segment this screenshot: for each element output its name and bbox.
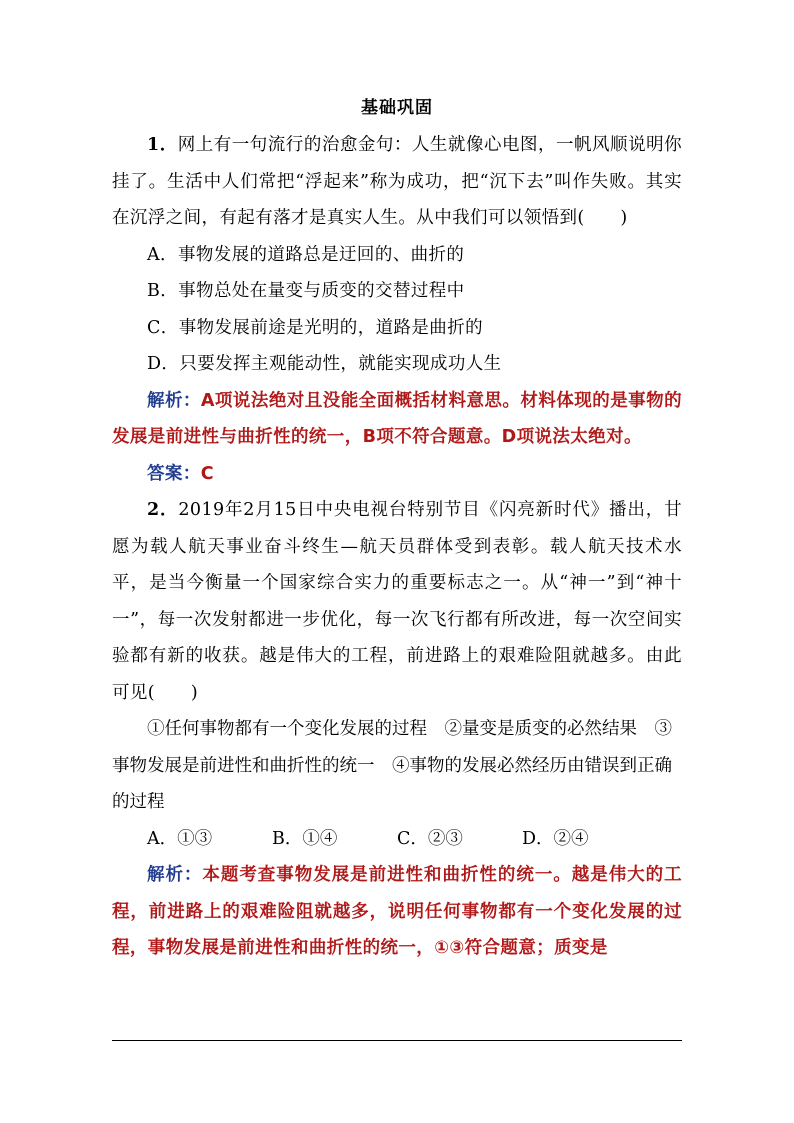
question-1-option-c: C．事物发展前途是光明的，道路是曲折的	[147, 317, 483, 338]
question-2-number: 2．	[147, 500, 179, 520]
question-1-number: 1．	[147, 135, 178, 155]
question-2-analysis-text: 本题考查事物发展是前进性和曲折性的统一。越是伟大的工程，前进路上的艰难险阻就越多，说明任何事物都有一个变化发展的过程，事物发展是前进性和曲折性的统一，①③符合题意；质变是	[112, 865, 682, 958]
question-1-analysis-text: A项说法绝对且没能全面概括材料意思。材料体现的是事物的发展是前进性与曲折性的统一，B项不符合题意。D项说法太绝对。	[112, 390, 682, 447]
question-1-text: 网上有一句流行的治愈金句：人生就像心电图，一帆风顺说明你挂了。生活中人们常把“浮起来”称为成功，把“沉下去”叫作失败。其实在沉浮之间，有起有落才是真实人生。从中我们可以领悟到( )	[112, 135, 683, 228]
question-2-analysis-label: 解析：	[147, 865, 203, 885]
question-2-choice-a: A．①③	[147, 828, 213, 849]
question-1-option-b: B．事物总处在量变与质变的交替过程中	[147, 281, 465, 301]
question-2-choice-d: D．②④	[522, 828, 589, 849]
footer-rule	[112, 1040, 682, 1041]
question-2-choices	[112, 821, 682, 858]
question-1-option-d: D．只要发挥主观能动性，就能实现成功人生	[147, 354, 502, 374]
question-1-stem	[112, 127, 682, 237]
question-2-analysis	[112, 857, 682, 967]
question-1-analysis	[112, 383, 682, 456]
question-1-answer	[112, 456, 682, 493]
section-title: 基础巩固	[361, 98, 433, 118]
question-2-choice-c: C．②③	[397, 828, 463, 849]
question-2-statements: ①任何事物都有一个变化发展的过程 ②量变是质变的必然结果 ③事物发展是前进性和曲折性的统一 ④事物的发展必然经历由错误到正确的过程	[112, 719, 672, 812]
question-1-answer-value: C	[200, 463, 214, 484]
question-1-option-a: A．事物发展的道路总是迂回的、曲折的	[147, 244, 465, 265]
question-1-answer-label: 答案：	[147, 463, 201, 484]
question-2-text: 2019年2月15日中央电视台特别节目《闪亮新时代》播出，甘愿为载人航天事业奋斗终生—航天员群体受到表彰。载人航天技术水平，是当今衡量一个国家综合实力的重要标志之一。从“神一”到“神十一”，每一次发射都进一步优化，每一次飞行都有所改进，每一次空间实验都有新的收获。越是伟大的工程，前进路上的艰难险阻就越多。由此可见( )	[112, 500, 682, 703]
question-2-choice-b: B．①④	[272, 828, 338, 849]
question-2-stem	[112, 492, 682, 711]
worksheet-page	[112, 95, 682, 967]
question-1-analysis-label: 解析：	[147, 390, 201, 411]
